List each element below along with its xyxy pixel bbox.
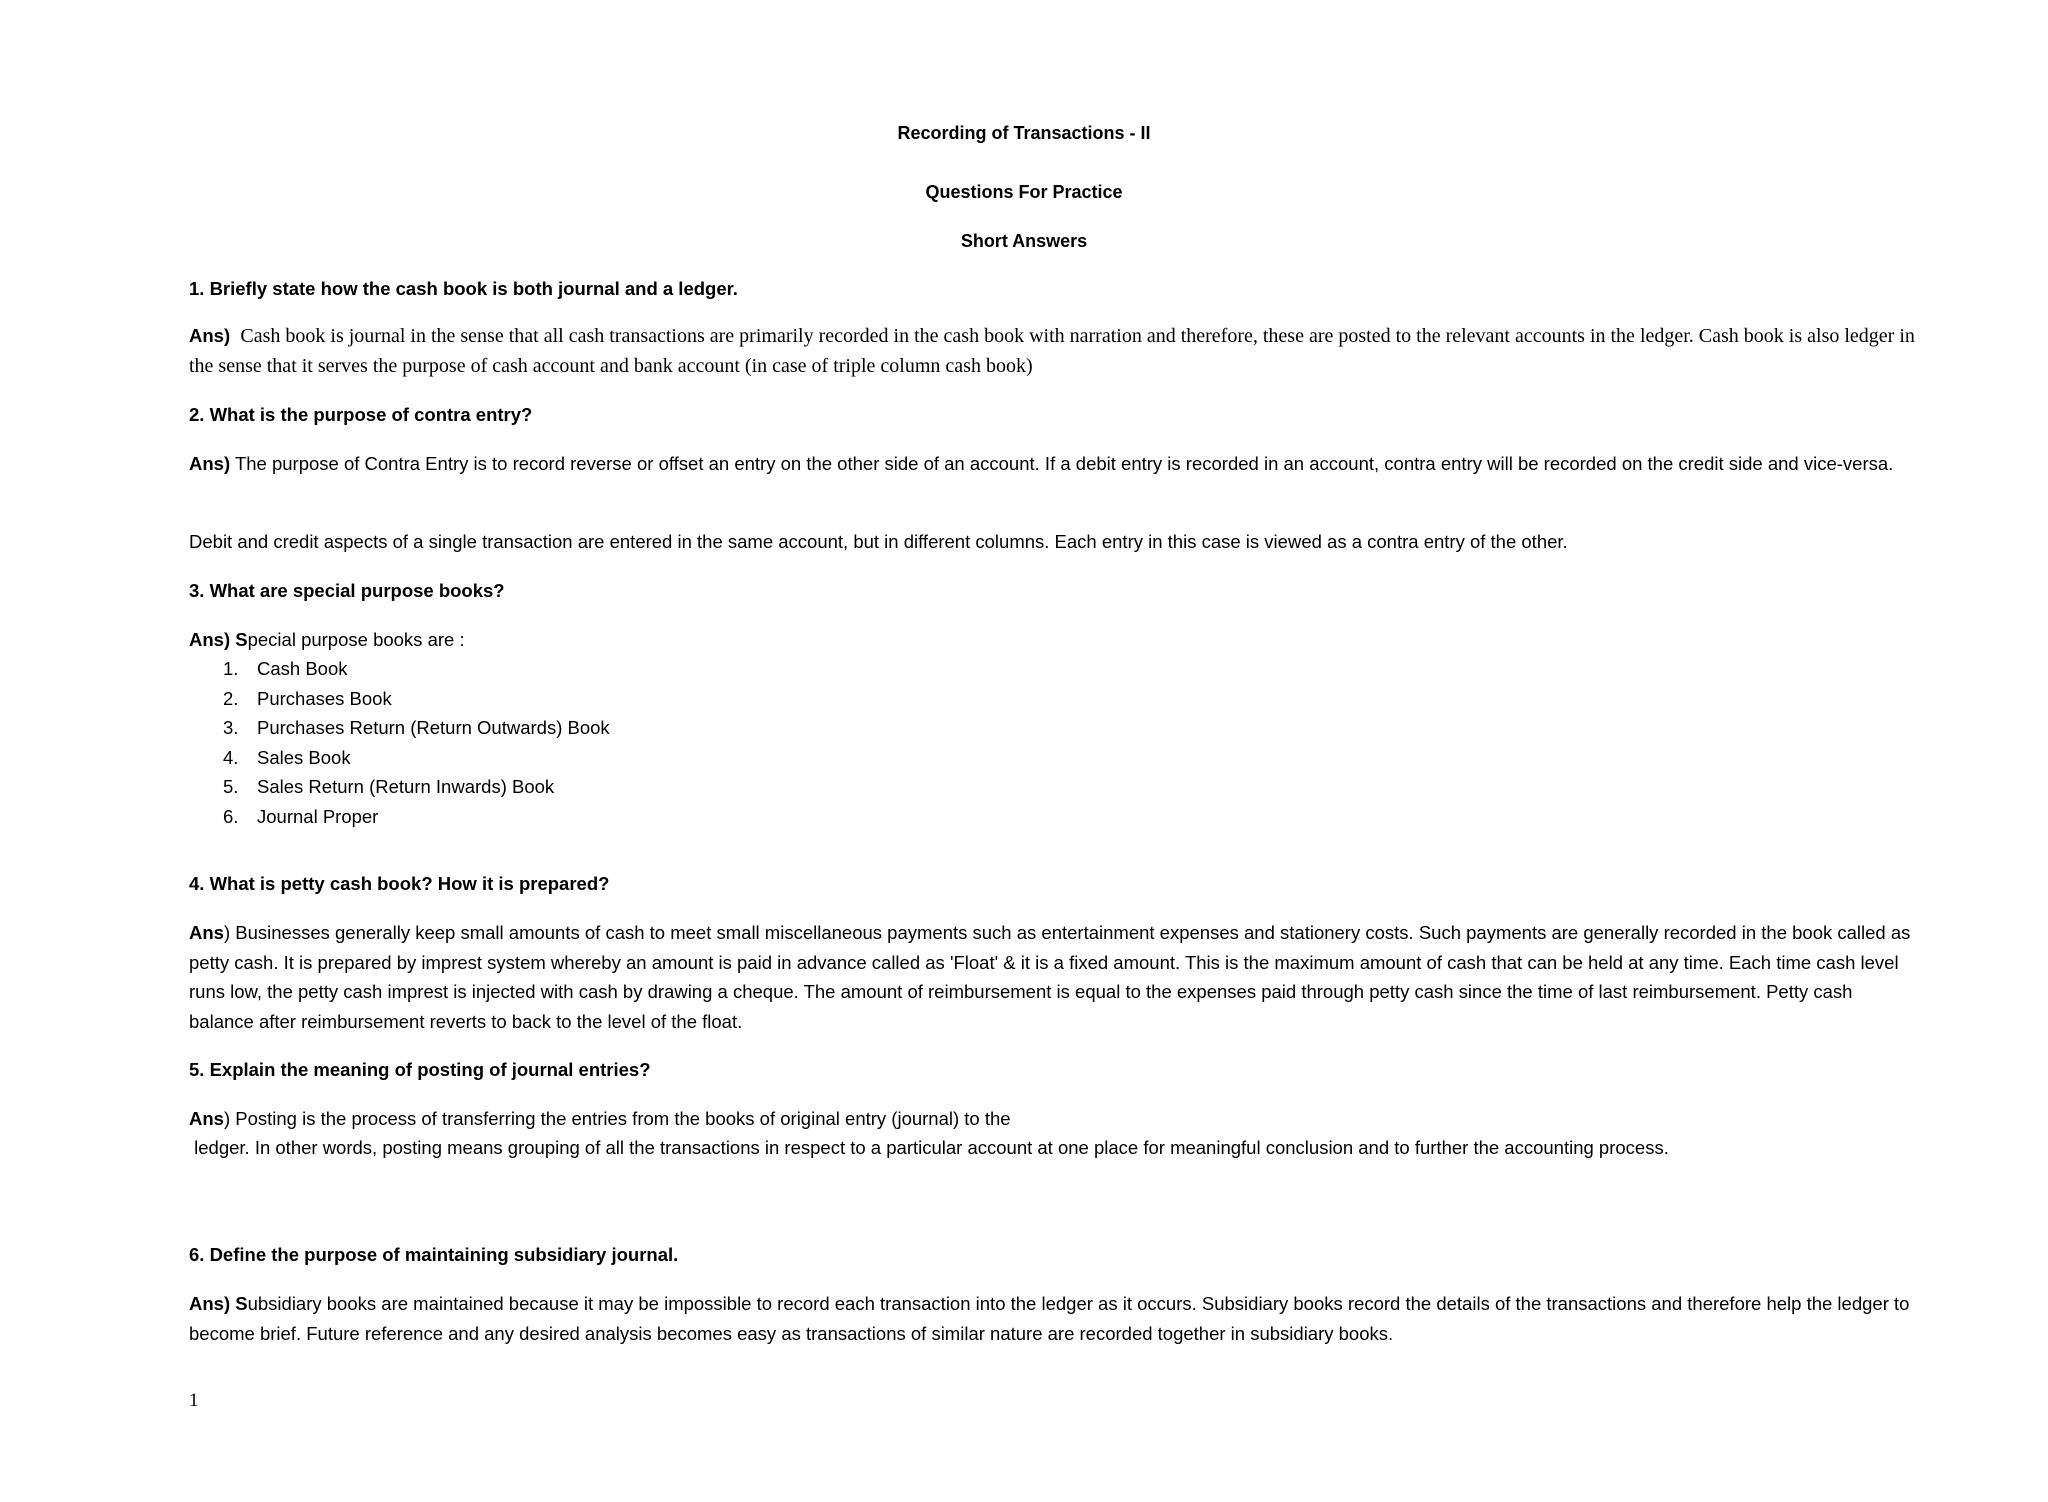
- page-number: 1: [189, 1390, 199, 1411]
- answer-text: The purpose of Contra Entry is to record reverse or offset an entry on the other side of an account. If a debit entry is recorded in an account, contra entry will be recorded on the credit side and vice-versa.: [234, 453, 1894, 474]
- answer-text: pecial purpose books are :: [247, 629, 465, 650]
- answer-4: [189, 918, 1919, 1036]
- list-item: 1. Cash Book: [223, 658, 348, 679]
- answer-label: Ans): [189, 453, 231, 474]
- list-item: 3. Purchases Return (Return Outwards) Book: [223, 717, 610, 738]
- answer-2-paragraph-2: Debit and credit aspects of a single transaction are entered in the same account, but in different columns. Each entry in this case is viewed as a contra entry of the other.: [189, 531, 1568, 552]
- list-item: 5. Sales Return (Return Inwards) Book: [223, 776, 555, 797]
- question-1: 1. Briefly state how the cash book is both journal and a ledger.: [189, 278, 738, 299]
- answer-2: [189, 449, 1919, 479]
- answer-label: Ans: [189, 922, 224, 943]
- question-6: 6. Define the purpose of maintaining subsidiary journal.: [189, 1244, 679, 1265]
- answer-text: Cash book is journal in the sense that all cash transactions are primarily recorded in the cash book with narration and therefore, these are posted to the relevant accounts in the ledger. Cash book is also ledger in the sense that it serves the purpose of cash account and bank account (in case of triple column cash book): [189, 325, 1915, 377]
- answer-5-line-2: ledger. In other words, posting means grouping of all the transactions in respect to a particular account at one place for meaningful conclusion and to further the accounting process.: [189, 1137, 1669, 1158]
- answer-3: [189, 625, 1919, 655]
- document-subtitle: Questions For Practice: [925, 182, 1123, 202]
- answer-text: ) Businesses generally keep small amounts of cash to meet small miscellaneous payments such as entertainment expenses and stationery costs. Such payments are generally recorded in the book called as petty cash. It is prepared by imprest system whereby an amount is paid in advance called as 'Float' & it is a fixed amount. This is the maximum amount of cash that can be held at any time. Each time cash level runs low, the petty cash imprest is injected with cash by drawing a cheque. The amount of reimbursement is equal to the expenses paid through petty cash since the time of last reimbursement. Petty cash balance after reimbursement reverts to back to the level of the float.: [189, 922, 1911, 1032]
- answer-label: Ans) S: [189, 629, 248, 650]
- answer-text: ubsidiary books are maintained because it may be impossible to record each transaction into the ledger as it occurs. Subsidiary books record the details of the transactions and therefore help the ledger to become brief. Future reference and any desired analysis becomes easy as transactions of similar nature are recorded together in subsidiary books.: [189, 1293, 1910, 1344]
- list-item: 4. Sales Book: [223, 746, 351, 768]
- answer-label: Ans) S: [189, 1293, 248, 1314]
- answer-6: [189, 1289, 1919, 1348]
- answer-label: Ans: [189, 1108, 224, 1129]
- question-3: 3. What are special purpose books?: [189, 580, 505, 601]
- section-heading: Short Answers: [960, 231, 1088, 251]
- answer-label: Ans): [189, 325, 231, 346]
- list-item: 2. Purchases Book: [223, 687, 392, 709]
- question-2: 2. What is the purpose of contra entry?: [189, 404, 533, 425]
- answer-1: [189, 321, 1919, 381]
- document-title: Recording of Transactions - II: [897, 123, 1151, 143]
- list-item: 6. Journal Proper: [223, 805, 379, 827]
- question-5: 5. Explain the meaning of posting of journal entries?: [189, 1059, 651, 1080]
- answer-5: [189, 1104, 1919, 1134]
- special-purpose-books-list: [189, 654, 610, 831]
- answer-text-line-1: ) Posting is the process of transferring the entries from the books of original entry (journal) to the: [223, 1108, 1011, 1129]
- question-4: 4. What is petty cash book? How it is prepared?: [189, 873, 610, 894]
